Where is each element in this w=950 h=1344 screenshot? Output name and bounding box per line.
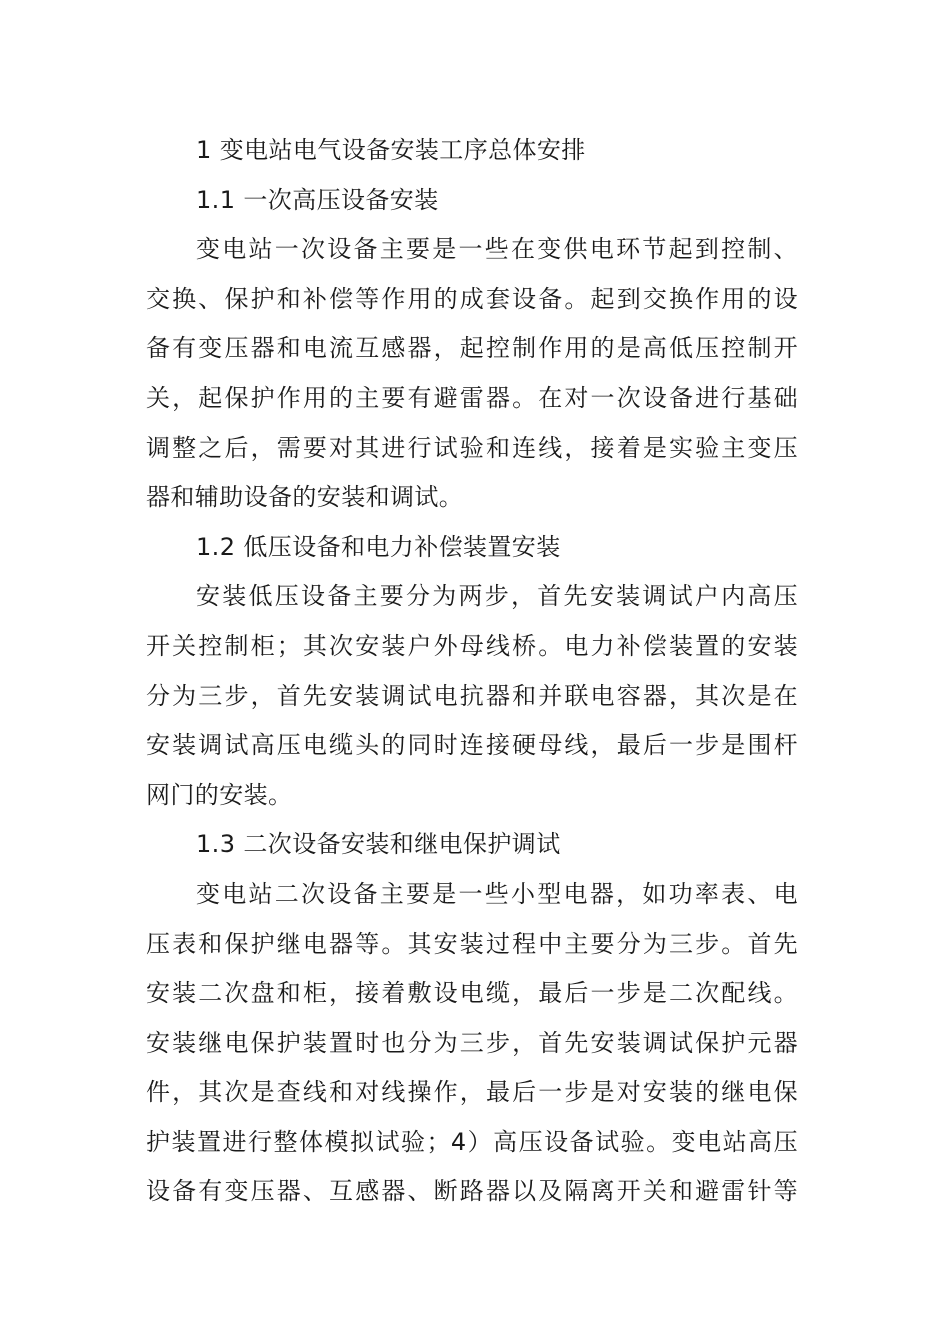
paragraph-line: 器和辅助设备的安装和调试。 [146, 483, 464, 512]
paragraph-line: 备有变压器和电流互感器，起控制作用的是高低压控制开 [146, 334, 798, 363]
paragraph-line: 网门的安装。 [146, 780, 293, 809]
paragraph-line: 分为三步，首先安装调试电抗器和并联电容器，其次是在 [146, 681, 798, 710]
paragraph-line: 安装低压设备主要分为两步，首先安装调试户内高压 [196, 582, 798, 611]
paragraph-line: 压表和保护继电器等。其安装过程中主要分为三步。首先 [146, 929, 798, 958]
paragraph-line: 交换、保护和补偿等作用的成套设备。起到交换作用的设 [146, 284, 798, 313]
paragraph-line: 安装调试高压电缆头的同时连接硬母线，最后一步是围杆 [146, 731, 798, 760]
paragraph-line: 开关控制柜；其次安装户外母线桥。电力补偿装置的安装 [146, 631, 798, 660]
section-heading: 1 变电站电气设备安装工序总体安排 [196, 136, 586, 164]
paragraph-line: 变电站一次设备主要是一些在变供电环节起到控制、 [196, 235, 798, 264]
paragraph-line: 关，起保护作用的主要有避雷器。在对一次设备进行基础 [146, 383, 798, 412]
paragraph-line: 调整之后，需要对其进行试验和连线，接着是实验主变压 [146, 433, 798, 462]
paragraph-line: 安装继电保护装置时也分为三步，首先安装调试保护元器 [146, 1028, 798, 1057]
subsection-heading: 1.1 一次高压设备安装 [196, 185, 439, 214]
paragraph-line: 件，其次是查线和对线操作，最后一步是对安装的继电保 [146, 1078, 798, 1107]
paragraph-line: 变电站二次设备主要是一些小型电器，如功率表、电 [196, 879, 798, 908]
document-body [146, 126, 798, 1217]
subsection-heading: 1.3 二次设备安装和继电保护调试 [196, 830, 561, 859]
paragraph-line: 安装二次盘和柜，接着敷设电缆，最后一步是二次配线。 [146, 979, 798, 1008]
subsection-heading: 1.2 低压设备和电力补偿装置安装 [196, 532, 561, 561]
paragraph-line: 护装置进行整体模拟试验；4）高压设备试验。变电站高压 [146, 1127, 798, 1156]
paragraph-line: 设备有变压器、互感器、断路器以及隔离开关和避雷针等 [146, 1177, 798, 1206]
